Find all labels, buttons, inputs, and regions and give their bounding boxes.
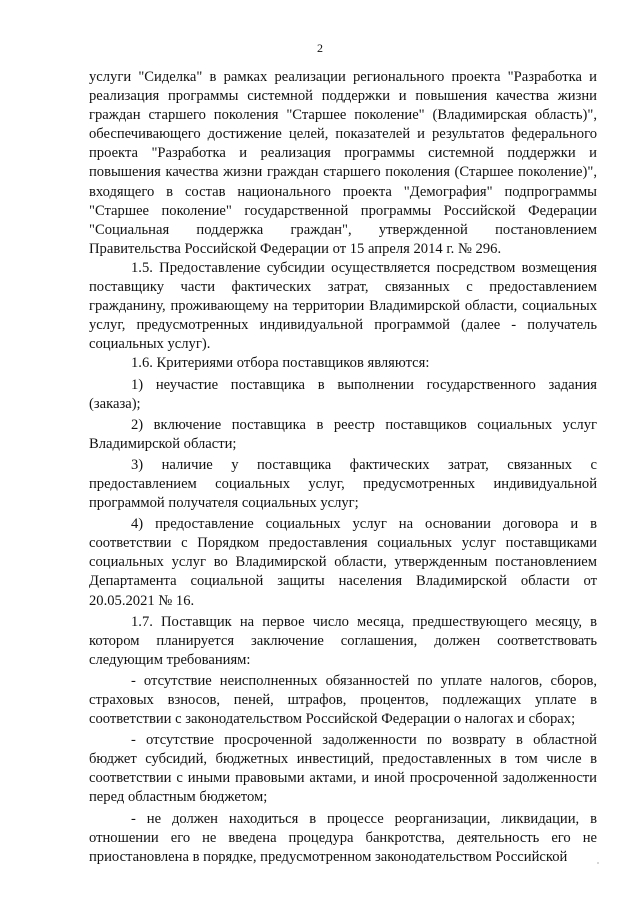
criterion-item-1: 1) неучастие поставщика в выполнении государственного задания (заказа);: [89, 376, 597, 412]
paragraph-clause-1-5: 1.5. Предоставление субсидии осуществляется посредством возмещения поставщику части фактических затрат, связанных с предоставлением гражданину, проживающему на территории Владимирской области, социальных услуг, предусмотренных индивидуальной программой (далее - получатель социальных услуг).: [89, 259, 597, 353]
document-body: [89, 68, 597, 867]
criterion-item-3: 3) наличие у поставщика фактических затрат, связанных с предоставлением социальных услуг, предусмотренных индивидуальной программой получателя социальных услуг;: [89, 456, 597, 512]
requirement-item-3: - не должен находиться в процессе реорганизации, ликвидации, в отношении его не введена процедура банкротства, деятельность его не приостановлена в порядке, предусмотренном законодательством Российской: [89, 810, 597, 865]
criterion-item-4: 4) предоставление социальных услуг на основании договора и в соответствии с Порядком предоставления социальных услуг поставщиками социальных услуг во Владимирской области, утвержденным постановлением Департамента социальной защиты населения Владимирской области от 20.05.2021 № 16.: [89, 516, 597, 609]
criterion-item-2: 2) включение поставщика в реестр поставщиков социальных услуг Владимирской области;: [89, 416, 597, 452]
paragraph-clause-1-7: 1.7. Поставщик на первое число месяца, предшествующего месяцу, в котором планируется заключение соглашения, должен соответствовать следующим требованиям:: [89, 613, 597, 668]
paragraph-continuation: услуги "Сиделка" в рамках реализации регионального проекта "Разработка и реализация программы системной поддержки и повышения качества жизни граждан старшего поколения "Старшее поколение" (Владимирская область)", обеспечивающего достижение целей, показателей и результатов федерального проекта "Разработка и реализация программы системной поддержки и повышения качества жизни граждан старшего поколения (Старшее поколение)", входящего в состав национального проекта "Демография" подпрограммы "Старшее поколение" государственной программы Российской Федерации "Социальная поддержка граждан", утвержденной постановлением Правительства Российской Федерации от 15 апреля 2014 г. № 296.: [89, 69, 597, 257]
page-number: 2: [317, 41, 323, 55]
paragraph-clause-1-6: 1.6. Критериями отбора поставщиков являются:: [131, 355, 430, 372]
requirement-item-2: - отсутствие просроченной задолженности по возврату в областной бюджет субсидий, бюджетных инвестиций, предоставленных в том числе в соответствии с иными правовыми актами, и иной просроченной задолженности перед областным бюджетом;: [89, 732, 597, 806]
requirement-item-1: - отсутствие неисполненных обязанностей по уплате налогов, сборов, страховых взносов, пеней, штрафов, процентов, подлежащих уплате в соответствии с законодательством Российской Федерации о налогах и сборах;: [89, 672, 597, 728]
scan-artifact: [597, 862, 599, 864]
